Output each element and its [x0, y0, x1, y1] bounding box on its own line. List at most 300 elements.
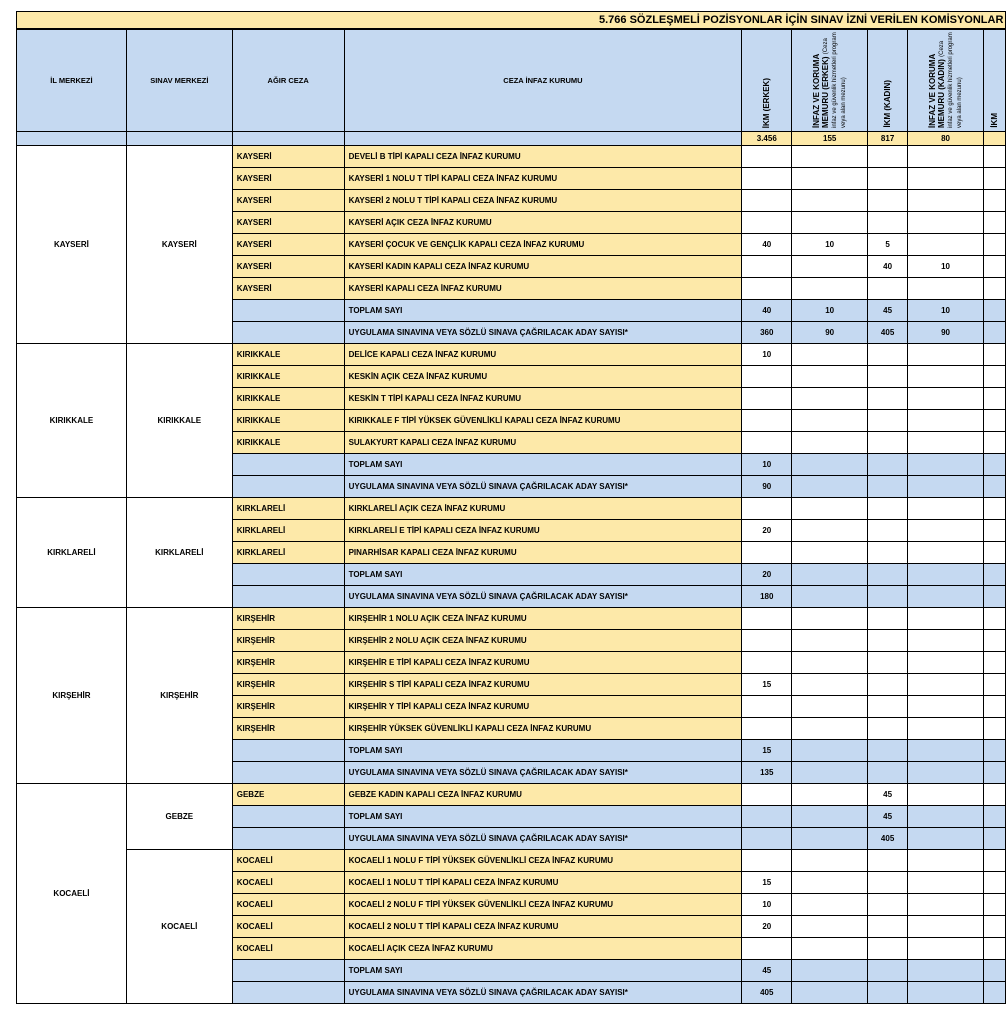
- value-cell: [792, 850, 868, 872]
- value-cell: 15: [742, 872, 792, 894]
- agir-ceza-cell: KIRŞEHİR: [232, 696, 344, 718]
- value-cell: [983, 300, 1005, 322]
- value-cell: [908, 520, 984, 542]
- value-cell: [908, 366, 984, 388]
- value-cell: [742, 168, 792, 190]
- value-cell: [983, 168, 1005, 190]
- value-cell: [868, 982, 908, 1004]
- value-cell: [792, 960, 868, 982]
- value-cell: [742, 190, 792, 212]
- header-ikm-erkek: [742, 30, 792, 132]
- value-cell: [868, 564, 908, 586]
- value-cell: [983, 322, 1005, 344]
- header-ivkm-erkek: [792, 30, 868, 132]
- value-cell: [908, 762, 984, 784]
- sinav-merkezi-cell: KIRIKKALE: [126, 344, 232, 498]
- value-cell: [792, 828, 868, 850]
- value-cell: 40: [742, 300, 792, 322]
- label-cell: UYGULAMA SINAVINA VEYA SÖZLÜ SINAVA ÇAĞRILACAK ADAY SAYISI*: [344, 828, 742, 850]
- agir-ceza-cell: KIRŞEHİR: [232, 652, 344, 674]
- value-cell: [983, 564, 1005, 586]
- label-cell: TOPLAM SAYI: [344, 806, 742, 828]
- value-cell: [908, 498, 984, 520]
- agir-ceza-cell: [232, 322, 344, 344]
- value-cell: 20: [742, 564, 792, 586]
- value-cell: 45: [868, 784, 908, 806]
- header-extra-text: İKM: [989, 113, 999, 128]
- total-ivkm-erkek: 155: [792, 132, 868, 146]
- value-cell: [792, 256, 868, 278]
- value-cell: [908, 564, 984, 586]
- kurum-cell: KIRŞEHİR E TİPİ KAPALI CEZA İNFAZ KURUMU: [344, 652, 742, 674]
- header-row: [17, 30, 1006, 132]
- label-cell: TOPLAM SAYI: [344, 740, 742, 762]
- kurum-cell: KIRŞEHİR S TİPİ KAPALI CEZA İNFAZ KURUMU: [344, 674, 742, 696]
- header-extra: [983, 30, 1005, 132]
- header-agir-ceza: AĞIR CEZA: [232, 30, 344, 132]
- value-cell: [983, 938, 1005, 960]
- agir-ceza-cell: [232, 960, 344, 982]
- value-cell: [908, 894, 984, 916]
- agir-ceza-cell: KAYSERİ: [232, 234, 344, 256]
- value-cell: [742, 432, 792, 454]
- totals-empty: [126, 132, 232, 146]
- label-cell: UYGULAMA SINAVINA VEYA SÖZLÜ SINAVA ÇAĞRILACAK ADAY SAYISI*: [344, 762, 742, 784]
- value-cell: [868, 146, 908, 168]
- agir-ceza-cell: KIRKLARELİ: [232, 498, 344, 520]
- agir-ceza-cell: KAYSERİ: [232, 278, 344, 300]
- value-cell: [908, 784, 984, 806]
- agir-ceza-cell: KIRIKKALE: [232, 344, 344, 366]
- kurum-cell: KOCAELİ 2 NOLU T TİPİ KAPALI CEZA İNFAZ KURUMU: [344, 916, 742, 938]
- value-cell: [908, 410, 984, 432]
- agir-ceza-cell: KOCAELİ: [232, 872, 344, 894]
- value-cell: [868, 872, 908, 894]
- value-cell: [868, 498, 908, 520]
- value-cell: [983, 366, 1005, 388]
- value-cell: [742, 542, 792, 564]
- value-cell: [742, 388, 792, 410]
- value-cell: [792, 652, 868, 674]
- value-cell: [742, 696, 792, 718]
- value-cell: [792, 784, 868, 806]
- value-cell: [908, 982, 984, 1004]
- value-cell: [792, 520, 868, 542]
- total-ikm-erkek: 3.456: [742, 132, 792, 146]
- value-cell: [868, 476, 908, 498]
- kurum-cell: KIRŞEHİR 2 NOLU AÇIK CEZA İNFAZ KURUMU: [344, 630, 742, 652]
- label-cell: TOPLAM SAYI: [344, 960, 742, 982]
- agir-ceza-cell: KIRŞEHİR: [232, 674, 344, 696]
- agir-ceza-cell: KAYSERİ: [232, 168, 344, 190]
- value-cell: 45: [868, 806, 908, 828]
- table-title: 5.766 SÖZLEŞMELİ POZİSYONLAR İÇİN SINAV İZNİ VERİLEN KOMİSYONLAR: [599, 14, 1004, 26]
- kurum-cell: KAYSERİ KADIN KAPALI CEZA İNFAZ KURUMU: [344, 256, 742, 278]
- value-cell: 10: [792, 300, 868, 322]
- value-cell: [983, 190, 1005, 212]
- value-cell: [908, 630, 984, 652]
- value-cell: [983, 432, 1005, 454]
- agir-ceza-cell: KOCAELİ: [232, 916, 344, 938]
- label-cell: TOPLAM SAYI: [344, 454, 742, 476]
- agir-ceza-cell: KIRKLARELİ: [232, 542, 344, 564]
- table-row: [17, 784, 1006, 806]
- kurum-cell: SULAKYURT KAPALI CEZA İNFAZ KURUMU: [344, 432, 742, 454]
- value-cell: [868, 168, 908, 190]
- agir-ceza-cell: [232, 982, 344, 1004]
- value-cell: [792, 278, 868, 300]
- value-cell: [868, 740, 908, 762]
- table-row: [17, 146, 1006, 168]
- value-cell: [792, 212, 868, 234]
- value-cell: [908, 344, 984, 366]
- value-cell: [908, 388, 984, 410]
- value-cell: [868, 850, 908, 872]
- agir-ceza-cell: [232, 740, 344, 762]
- header-ceza-infaz-kurumu: CEZA İNFAZ KURUMU: [344, 30, 742, 132]
- value-cell: [792, 916, 868, 938]
- kurum-cell: KAYSERİ ÇOCUK VE GENÇLİK KAPALI CEZA İNFAZ KURUMU: [344, 234, 742, 256]
- agir-ceza-cell: KIRŞEHİR: [232, 630, 344, 652]
- kurum-cell: DEVELİ B TİPİ KAPALI CEZA İNFAZ KURUMU: [344, 146, 742, 168]
- kurum-cell: KIRKLARELİ E TİPİ KAPALI CEZA İNFAZ KURUMU: [344, 520, 742, 542]
- value-cell: [983, 960, 1005, 982]
- value-cell: [983, 212, 1005, 234]
- kurum-cell: KIRKLARELİ AÇIK CEZA İNFAZ KURUMU: [344, 498, 742, 520]
- value-cell: [792, 344, 868, 366]
- agir-ceza-cell: KIRIKKALE: [232, 410, 344, 432]
- total-ivkm-kadin: 80: [908, 132, 984, 146]
- value-cell: 360: [742, 322, 792, 344]
- value-cell: [742, 718, 792, 740]
- value-cell: [792, 718, 868, 740]
- value-cell: 180: [742, 586, 792, 608]
- value-cell: [908, 608, 984, 630]
- agir-ceza-cell: [232, 806, 344, 828]
- value-cell: [792, 146, 868, 168]
- value-cell: 90: [908, 322, 984, 344]
- value-cell: [868, 410, 908, 432]
- agir-ceza-cell: KIRŞEHİR: [232, 608, 344, 630]
- value-cell: [983, 916, 1005, 938]
- value-cell: [908, 916, 984, 938]
- il-merkezi-cell: KIRKLARELİ: [17, 498, 127, 608]
- agir-ceza-cell: KIRIKKALE: [232, 388, 344, 410]
- value-cell: [792, 982, 868, 1004]
- value-cell: [868, 674, 908, 696]
- value-cell: 15: [742, 740, 792, 762]
- kurum-cell: KIRŞEHİR Y TİPİ KAPALI CEZA İNFAZ KURUMU: [344, 696, 742, 718]
- value-cell: [908, 740, 984, 762]
- value-cell: [983, 630, 1005, 652]
- value-cell: [868, 696, 908, 718]
- agir-ceza-cell: KAYSERİ: [232, 212, 344, 234]
- value-cell: 10: [792, 234, 868, 256]
- sinav-merkezi-cell: KIRŞEHİR: [126, 608, 232, 784]
- value-cell: [983, 498, 1005, 520]
- value-cell: [792, 762, 868, 784]
- value-cell: 10: [908, 256, 984, 278]
- header-ikm-kadin-text: İKM (KADIN): [883, 80, 893, 128]
- agir-ceza-cell: [232, 564, 344, 586]
- kurum-cell: KAYSERİ KAPALI CEZA İNFAZ KURUMU: [344, 278, 742, 300]
- agir-ceza-cell: [232, 586, 344, 608]
- value-cell: [792, 894, 868, 916]
- agir-ceza-cell: [232, 762, 344, 784]
- value-cell: [983, 652, 1005, 674]
- value-cell: [983, 410, 1005, 432]
- value-cell: [983, 520, 1005, 542]
- value-cell: [792, 740, 868, 762]
- value-cell: [868, 938, 908, 960]
- value-cell: [792, 454, 868, 476]
- value-cell: 90: [792, 322, 868, 344]
- value-cell: [792, 476, 868, 498]
- sinav-merkezi-cell: KOCAELİ: [126, 850, 232, 1004]
- il-merkezi-cell: KIRIKKALE: [17, 344, 127, 498]
- value-cell: 40: [742, 234, 792, 256]
- value-cell: [868, 278, 908, 300]
- value-cell: [908, 454, 984, 476]
- agir-ceza-cell: KAYSERİ: [232, 190, 344, 212]
- kurum-cell: KOCAELİ 1 NOLU T TİPİ KAPALI CEZA İNFAZ KURUMU: [344, 872, 742, 894]
- value-cell: [792, 806, 868, 828]
- value-cell: [983, 696, 1005, 718]
- value-cell: [908, 212, 984, 234]
- value-cell: [983, 542, 1005, 564]
- value-cell: 45: [742, 960, 792, 982]
- value-cell: [742, 652, 792, 674]
- value-cell: [792, 366, 868, 388]
- table-row: [17, 344, 1006, 366]
- value-cell: 135: [742, 762, 792, 784]
- value-cell: [908, 476, 984, 498]
- value-cell: [983, 454, 1005, 476]
- agir-ceza-cell: [232, 828, 344, 850]
- value-cell: [792, 168, 868, 190]
- value-cell: [983, 718, 1005, 740]
- value-cell: [983, 674, 1005, 696]
- value-cell: [868, 190, 908, 212]
- value-cell: [983, 146, 1005, 168]
- value-cell: [983, 784, 1005, 806]
- header-ivkm-kadin-text: [928, 32, 964, 128]
- kurum-cell: KIRŞEHİR 1 NOLU AÇIK CEZA İNFAZ KURUMU: [344, 608, 742, 630]
- kurum-cell: KIRIKKALE F TİPİ YÜKSEK GÜVENLİKLİ KAPALI CEZA İNFAZ KURUMU: [344, 410, 742, 432]
- value-cell: [792, 564, 868, 586]
- label-cell: UYGULAMA SINAVINA VEYA SÖZLÜ SINAVA ÇAĞRILACAK ADAY SAYISI*: [344, 476, 742, 498]
- value-cell: [908, 828, 984, 850]
- value-cell: [792, 630, 868, 652]
- value-cell: [983, 608, 1005, 630]
- value-cell: [908, 190, 984, 212]
- total-ikm-kadin: 817: [868, 132, 908, 146]
- value-cell: [742, 850, 792, 872]
- agir-ceza-cell: [232, 454, 344, 476]
- value-cell: [792, 586, 868, 608]
- il-merkezi-cell: KAYSERİ: [17, 146, 127, 344]
- value-cell: [908, 542, 984, 564]
- commission-table: [16, 29, 1006, 1004]
- value-cell: [983, 586, 1005, 608]
- agir-ceza-cell: [232, 300, 344, 322]
- value-cell: [868, 344, 908, 366]
- agir-ceza-cell: KOCAELİ: [232, 938, 344, 960]
- value-cell: [983, 278, 1005, 300]
- value-cell: [908, 586, 984, 608]
- value-cell: [742, 498, 792, 520]
- value-cell: [742, 212, 792, 234]
- value-cell: [908, 432, 984, 454]
- value-cell: [983, 762, 1005, 784]
- value-cell: [983, 388, 1005, 410]
- kurum-cell: KOCAELİ 2 NOLU F TİPİ YÜKSEK GÜVENLİKLİ CEZA İNFAZ KURUMU: [344, 894, 742, 916]
- value-cell: [983, 256, 1005, 278]
- value-cell: [868, 586, 908, 608]
- value-cell: [868, 718, 908, 740]
- value-cell: [908, 938, 984, 960]
- value-cell: [983, 806, 1005, 828]
- kurum-cell: KIRŞEHİR YÜKSEK GÜVENLİKLİ KAPALI CEZA İNFAZ KURUMU: [344, 718, 742, 740]
- value-cell: [792, 938, 868, 960]
- value-cell: 405: [742, 982, 792, 1004]
- value-cell: [792, 542, 868, 564]
- label-cell: TOPLAM SAYI: [344, 564, 742, 586]
- totals-empty: [344, 132, 742, 146]
- agir-ceza-cell: KIRKLARELİ: [232, 520, 344, 542]
- value-cell: [983, 476, 1005, 498]
- value-cell: [792, 696, 868, 718]
- value-cell: [868, 916, 908, 938]
- header-ikm-kadin: [868, 30, 908, 132]
- value-cell: [792, 432, 868, 454]
- agir-ceza-cell: GEBZE: [232, 784, 344, 806]
- kurum-cell: KAYSERİ 2 NOLU T TİPİ KAPALI CEZA İNFAZ KURUMU: [344, 190, 742, 212]
- value-cell: [908, 696, 984, 718]
- value-cell: 40: [868, 256, 908, 278]
- agir-ceza-cell: KOCAELİ: [232, 894, 344, 916]
- table-row: [17, 498, 1006, 520]
- value-cell: 20: [742, 916, 792, 938]
- value-cell: [908, 718, 984, 740]
- value-cell: 20: [742, 520, 792, 542]
- value-cell: 405: [868, 828, 908, 850]
- value-cell: [908, 652, 984, 674]
- label-cell: UYGULAMA SINAVINA VEYA SÖZLÜ SINAVA ÇAĞRILACAK ADAY SAYISI*: [344, 586, 742, 608]
- kurum-cell: PINARHİSAR KAPALI CEZA İNFAZ KURUMU: [344, 542, 742, 564]
- agir-ceza-cell: KOCAELİ: [232, 850, 344, 872]
- kurum-cell: KOCAELİ 1 NOLU F TİPİ YÜKSEK GÜVENLİKLİ CEZA İNFAZ KURUMU: [344, 850, 742, 872]
- value-cell: 10: [742, 344, 792, 366]
- value-cell: [792, 608, 868, 630]
- value-cell: [742, 630, 792, 652]
- value-cell: [792, 872, 868, 894]
- value-cell: [742, 256, 792, 278]
- grand-totals-row: [17, 132, 1006, 146]
- value-cell: [983, 894, 1005, 916]
- value-cell: [983, 740, 1005, 762]
- kurum-cell: KAYSERİ AÇIK CEZA İNFAZ KURUMU: [344, 212, 742, 234]
- value-cell: 10: [742, 454, 792, 476]
- value-cell: [868, 212, 908, 234]
- kurum-cell: KESKİN AÇIK CEZA İNFAZ KURUMU: [344, 366, 742, 388]
- il-merkezi-cell: KOCAELİ: [17, 784, 127, 1004]
- value-cell: 45: [868, 300, 908, 322]
- kurum-cell: DELİCE KAPALI CEZA İNFAZ KURUMU: [344, 344, 742, 366]
- value-cell: 10: [908, 300, 984, 322]
- value-cell: [742, 278, 792, 300]
- header-ivkm-erkek-title: İNFAZ VE KORUMA MEMURU (ERKEK): [811, 54, 830, 128]
- label-cell: TOPLAM SAYI: [344, 300, 742, 322]
- value-cell: [868, 366, 908, 388]
- value-cell: [792, 410, 868, 432]
- header-ivkm-kadin-note: (Ceza infaz ve güvenlik hizmetleri program veya alan mezunu): [938, 32, 963, 128]
- value-cell: [742, 784, 792, 806]
- header-ivkm-erkek-note: (Ceza infaz ve güvenlik hizmetleri program veya alan mezunu): [822, 32, 847, 128]
- header-il-merkezi: İL MERKEZİ: [17, 30, 127, 132]
- value-cell: [742, 938, 792, 960]
- value-cell: [983, 234, 1005, 256]
- value-cell: [792, 388, 868, 410]
- agir-ceza-cell: KAYSERİ: [232, 256, 344, 278]
- value-cell: [868, 520, 908, 542]
- value-cell: [868, 652, 908, 674]
- value-cell: [742, 146, 792, 168]
- value-cell: [983, 850, 1005, 872]
- value-cell: [868, 432, 908, 454]
- document-page: [16, 11, 1006, 1021]
- header-sinav-merkezi: SINAV MERKEZİ: [126, 30, 232, 132]
- header-ikm-erkek-text: İKM (ERKEK): [762, 77, 772, 128]
- value-cell: [792, 190, 868, 212]
- kurum-cell: KAYSERİ 1 NOLU T TİPİ KAPALI CEZA İNFAZ KURUMU: [344, 168, 742, 190]
- value-cell: [742, 806, 792, 828]
- value-cell: [908, 234, 984, 256]
- agir-ceza-cell: KIRIKKALE: [232, 366, 344, 388]
- value-cell: [908, 278, 984, 300]
- value-cell: [792, 498, 868, 520]
- value-cell: [908, 850, 984, 872]
- table-row: [17, 850, 1006, 872]
- value-cell: [868, 762, 908, 784]
- value-cell: [868, 388, 908, 410]
- sinav-merkezi-cell: GEBZE: [126, 784, 232, 850]
- value-cell: [983, 344, 1005, 366]
- table-row: [17, 608, 1006, 630]
- sinav-merkezi-cell: KIRKLARELİ: [126, 498, 232, 608]
- kurum-cell: KOCAELİ AÇIK CEZA İNFAZ KURUMU: [344, 938, 742, 960]
- header-ivkm-kadin-title: İNFAZ VE KORUMA MEMURU (KADIN): [927, 54, 946, 128]
- totals-empty: [232, 132, 344, 146]
- value-cell: [868, 454, 908, 476]
- value-cell: [868, 894, 908, 916]
- agir-ceza-cell: [232, 476, 344, 498]
- agir-ceza-cell: KIRIKKALE: [232, 432, 344, 454]
- il-merkezi-cell: KIRŞEHİR: [17, 608, 127, 784]
- label-cell: UYGULAMA SINAVINA VEYA SÖZLÜ SINAVA ÇAĞRILACAK ADAY SAYISI*: [344, 982, 742, 1004]
- value-cell: [792, 674, 868, 696]
- value-cell: [908, 872, 984, 894]
- totals-empty: [17, 132, 127, 146]
- value-cell: 10: [742, 894, 792, 916]
- value-cell: [908, 146, 984, 168]
- value-cell: [908, 674, 984, 696]
- value-cell: [742, 410, 792, 432]
- value-cell: 90: [742, 476, 792, 498]
- value-cell: [983, 828, 1005, 850]
- header-ivkm-kadin: [908, 30, 984, 132]
- table-title-banner: [16, 11, 1006, 29]
